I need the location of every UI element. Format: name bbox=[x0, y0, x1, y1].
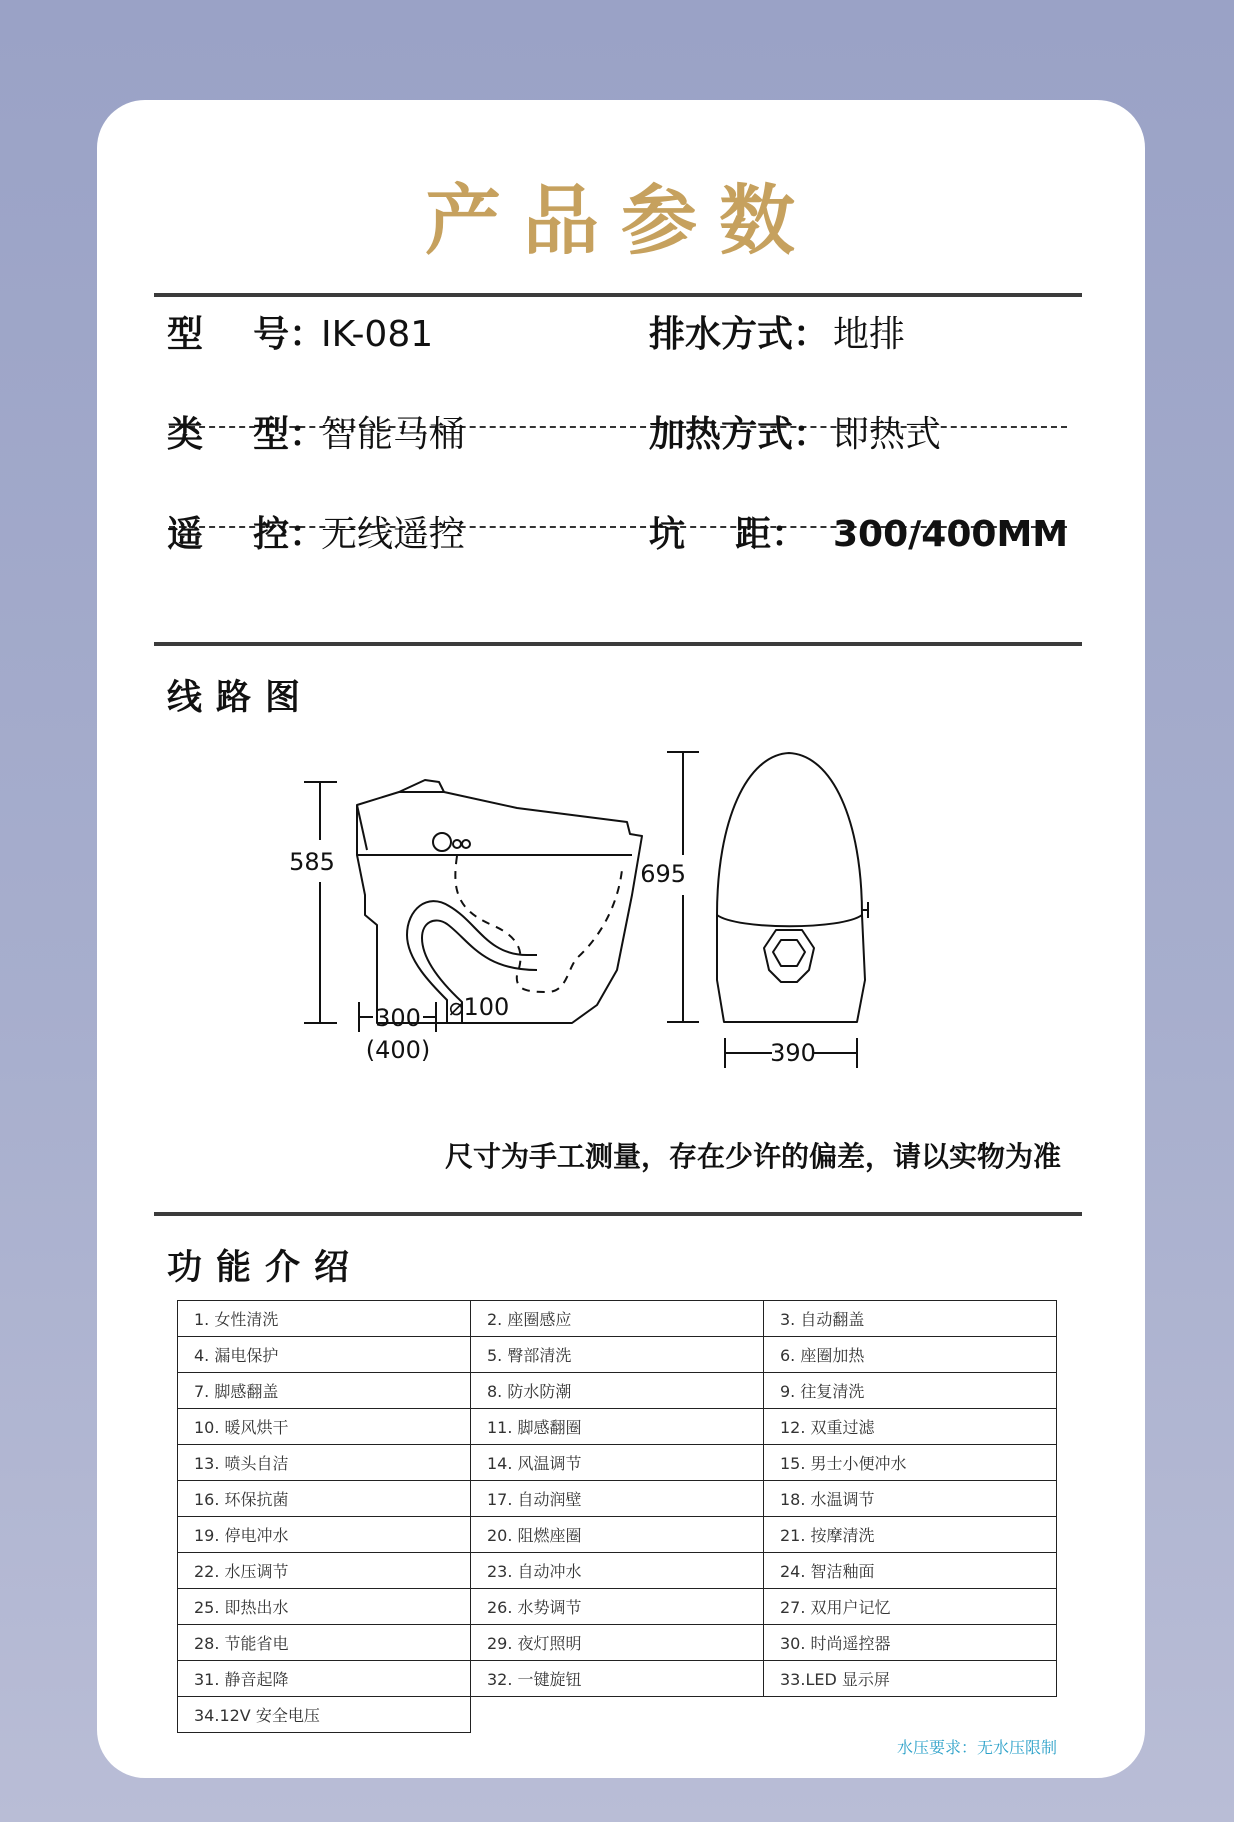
feature-cell: 12. 双重过滤 bbox=[764, 1409, 1057, 1445]
feature-cell: 32. 一键旋钮 bbox=[471, 1661, 764, 1697]
feature-cell: 7. 脚感翻盖 bbox=[178, 1373, 471, 1409]
feature-cell: 6. 座圈加热 bbox=[764, 1337, 1057, 1373]
feature-cell: 9. 往复清洗 bbox=[764, 1373, 1057, 1409]
feature-cell: 30. 时尚遥控器 bbox=[764, 1625, 1057, 1661]
spec-drain-label: 排水方式： bbox=[649, 314, 830, 355]
feature-cell: 14. 风温调节 bbox=[471, 1445, 764, 1481]
spec-rough-in-value: 300/400MM bbox=[833, 514, 1069, 555]
table-row bbox=[178, 1553, 1057, 1589]
feature-cell: 24. 智洁釉面 bbox=[764, 1553, 1057, 1589]
table-row bbox=[178, 1661, 1057, 1697]
side-depth-alt-label: (400) bbox=[365, 1036, 431, 1064]
feature-cell: 13. 喷头自洁 bbox=[178, 1445, 471, 1481]
feature-cell: 17. 自动润壁 bbox=[471, 1481, 764, 1517]
table-row bbox=[178, 1517, 1057, 1553]
spec-type-value: 智能马桶 bbox=[321, 414, 466, 455]
table-row bbox=[178, 1589, 1057, 1625]
divider bbox=[154, 642, 1082, 646]
spec-model-label: 型 号： bbox=[167, 314, 326, 355]
table-row bbox=[178, 1481, 1057, 1517]
spec-drain-value: 地排 bbox=[833, 314, 906, 355]
side-height-label: 585 bbox=[289, 848, 335, 876]
features-section-title: 功能介绍 bbox=[167, 1248, 364, 1288]
product-card bbox=[97, 100, 1145, 1778]
measurement-note: 尺寸为手工测量，存在少许的偏差，请以实物为准 bbox=[444, 1140, 1061, 1173]
table-row bbox=[178, 1445, 1057, 1481]
divider bbox=[154, 1212, 1082, 1216]
side-depth-label: 300 bbox=[375, 1004, 421, 1032]
feature-cell: 28. 节能省电 bbox=[178, 1625, 471, 1661]
spec-remote-value: 无线遥控 bbox=[321, 514, 466, 555]
spec-remote-label: 遥 控： bbox=[167, 514, 326, 555]
table-row bbox=[178, 1337, 1057, 1373]
table-row bbox=[178, 1625, 1057, 1661]
feature-cell: 22. 水压调节 bbox=[178, 1553, 471, 1589]
table-row bbox=[178, 1373, 1057, 1409]
feature-cell: 2. 座圈感应 bbox=[471, 1301, 764, 1337]
front-width-label: 390 bbox=[770, 1039, 816, 1067]
spec-heating-value: 即热式 bbox=[833, 414, 942, 455]
pipe-diameter-label: ⌀100 bbox=[449, 993, 510, 1021]
feature-cell: 19. 停电冲水 bbox=[178, 1517, 471, 1553]
feature-cell: 4. 漏电保护 bbox=[178, 1337, 471, 1373]
water-pressure-note: 水压要求：无水压限制 bbox=[896, 1738, 1057, 1757]
feature-cell: 1. 女性清洗 bbox=[178, 1301, 471, 1337]
feature-cell: 33.LED 显示屏 bbox=[764, 1661, 1057, 1697]
empty-cell bbox=[764, 1697, 1057, 1733]
spec-rough-in-label: 坑 距： bbox=[649, 514, 808, 555]
spec-model-value: IK-081 bbox=[321, 314, 434, 355]
feature-cell: 31. 静音起降 bbox=[178, 1661, 471, 1697]
feature-cell: 25. 即热出水 bbox=[178, 1589, 471, 1625]
feature-cell: 16. 环保抗菌 bbox=[178, 1481, 471, 1517]
page-title: 产品参数 bbox=[425, 176, 817, 265]
table-row bbox=[178, 1301, 1057, 1337]
empty-cell bbox=[471, 1697, 764, 1733]
feature-cell: 34.12V 安全电压 bbox=[178, 1697, 471, 1733]
feature-cell: 10. 暖风烘干 bbox=[178, 1409, 471, 1445]
feature-cell: 11. 脚感翻圈 bbox=[471, 1409, 764, 1445]
feature-cell: 15. 男士小便冲水 bbox=[764, 1445, 1057, 1481]
table-row bbox=[178, 1409, 1057, 1445]
table-row bbox=[178, 1697, 1057, 1733]
spec-heating-label: 加热方式： bbox=[649, 414, 830, 455]
feature-cell: 3. 自动翻盖 bbox=[764, 1301, 1057, 1337]
feature-cell: 18. 水温调节 bbox=[764, 1481, 1057, 1517]
feature-cell: 26. 水势调节 bbox=[471, 1589, 764, 1625]
feature-cell: 21. 按摩清洗 bbox=[764, 1517, 1057, 1553]
feature-cell: 5. 臀部清洗 bbox=[471, 1337, 764, 1373]
front-height-label: 695 bbox=[640, 860, 686, 888]
feature-cell: 23. 自动冲水 bbox=[471, 1553, 764, 1589]
feature-cell: 27. 双用户记忆 bbox=[764, 1589, 1057, 1625]
feature-cell: 8. 防水防潮 bbox=[471, 1373, 764, 1409]
features-table bbox=[177, 1300, 1057, 1733]
feature-cell: 20. 阻燃座圈 bbox=[471, 1517, 764, 1553]
divider bbox=[154, 293, 1082, 297]
diagram-section-title: 线路图 bbox=[167, 678, 315, 718]
spec-type-label: 类 型： bbox=[167, 414, 326, 455]
feature-cell: 29. 夜灯照明 bbox=[471, 1625, 764, 1661]
